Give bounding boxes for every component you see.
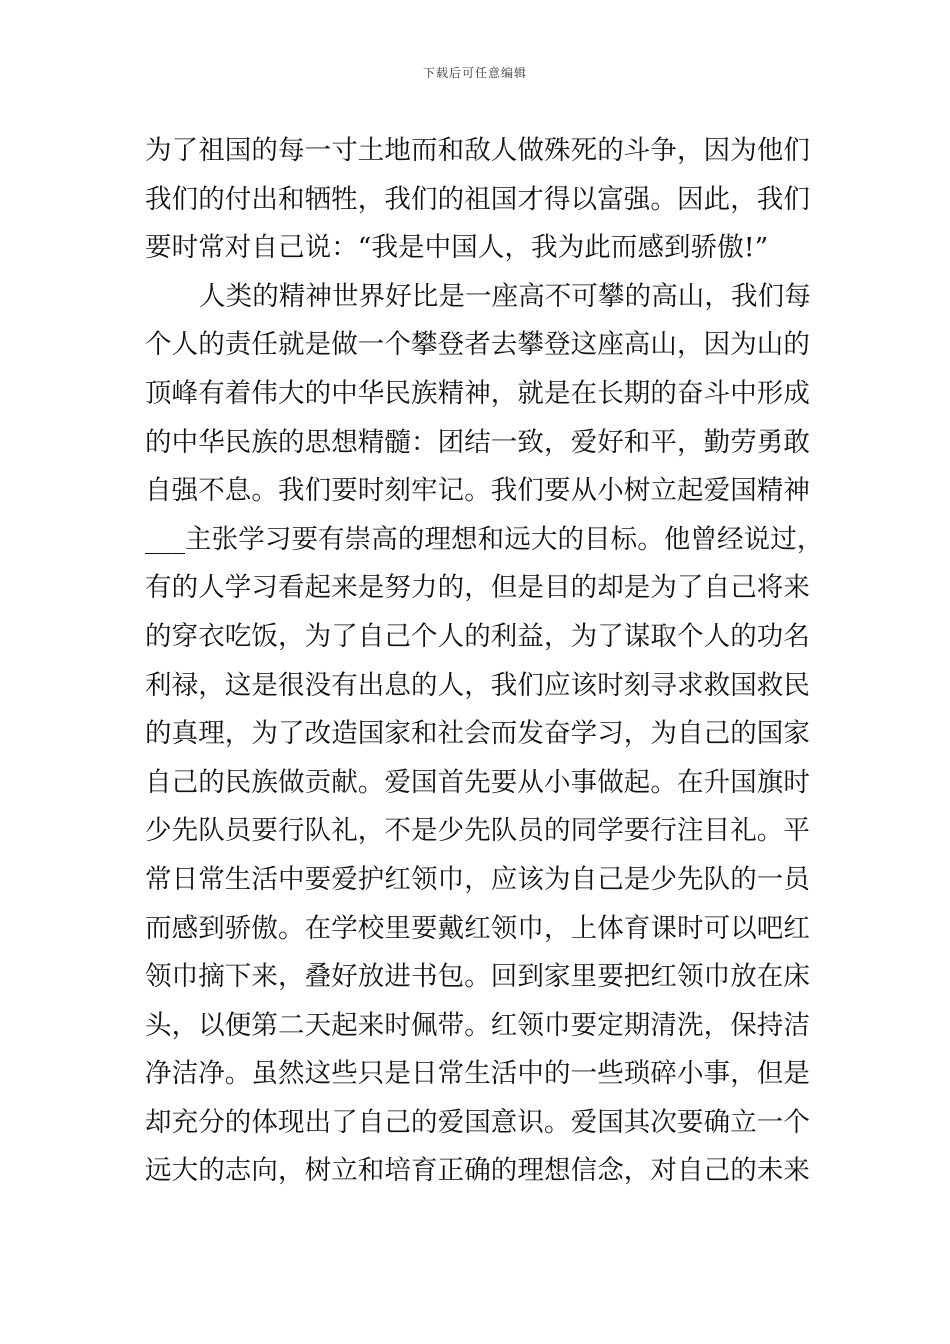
text-line: 常日常生活中要爱护红领巾，应该为自己是少先队的一员 xyxy=(145,863,810,895)
text-line: 的中华民族的思想精髓：团结一致，爱好和平，勤劳勇敢 xyxy=(145,426,810,458)
text-line: 少先队员要行队礼，不是少先队员的同学要行注目礼。平 xyxy=(145,815,810,847)
text-line: 领巾摘下来，叠好放进书包。回到家里要把红领巾放在床 xyxy=(145,961,810,993)
text-line: 而感到骄傲。在学校里要戴红领巾，上体育课时可以吧红 xyxy=(145,912,810,944)
text-line: 自己的民族做贡献。爱国首先要从小事做起。在升国旗时 xyxy=(145,766,810,798)
text-line: 的穿衣吃饭，为了自己个人的利益，为了谋取个人的功名 xyxy=(145,620,810,652)
text-line: 个人的责任就是做一个攀登者去攀登这座高山，因为山的 xyxy=(145,329,810,361)
body-text xyxy=(145,127,824,1196)
text-line: 头，以便第二天起来时佩带。红领巾要定期清洗，保持洁 xyxy=(145,1009,810,1041)
text-line: 自强不息。我们要时刻牢记。我们要从小树立起爱国精神 xyxy=(145,475,810,507)
text-line: 利禄，这是很没有出息的人，我们应该时刻寻求救国救民 xyxy=(145,669,810,701)
text-line: 为了祖国的每一寸土地而和敌人做殊死的斗争，因为他们 xyxy=(145,135,810,166)
text-line: ___主张学习要有崇高的理想和远大的目标。他曾经说过， xyxy=(145,523,824,555)
text-line: 净洁净。虽然这些只是日常生活中的一些琐碎小事，但是 xyxy=(145,1058,810,1090)
paragraph-first-line: 人类的精神世界好比是一座高不可攀的高山，我们每 xyxy=(199,280,811,312)
page-header: 下载后可任意编辑 xyxy=(422,66,527,80)
text-line: 顶峰有着伟大的中华民族精神，就是在长期的奋斗中形成 xyxy=(145,377,810,409)
text-line: 我们的付出和牺牲，我们的祖国才得以富强。因此，我们 xyxy=(145,183,810,215)
text-line: 却充分的体现出了自己的爱国意识。爱国其次要确立一个 xyxy=(145,1106,810,1138)
text-line: 有的人学习看起来是努力的，但是目的却是为了自己将来 xyxy=(145,572,810,604)
text-line: 要时常对自己说：“我是中国人，我为此而感到骄傲!” xyxy=(145,232,769,264)
text-line: 远大的志向，树立和培育正确的理想信念，对自己的未来 xyxy=(145,1155,810,1187)
text-line: 的真理，为了改造国家和社会而发奋学习，为自己的国家 xyxy=(145,718,810,750)
